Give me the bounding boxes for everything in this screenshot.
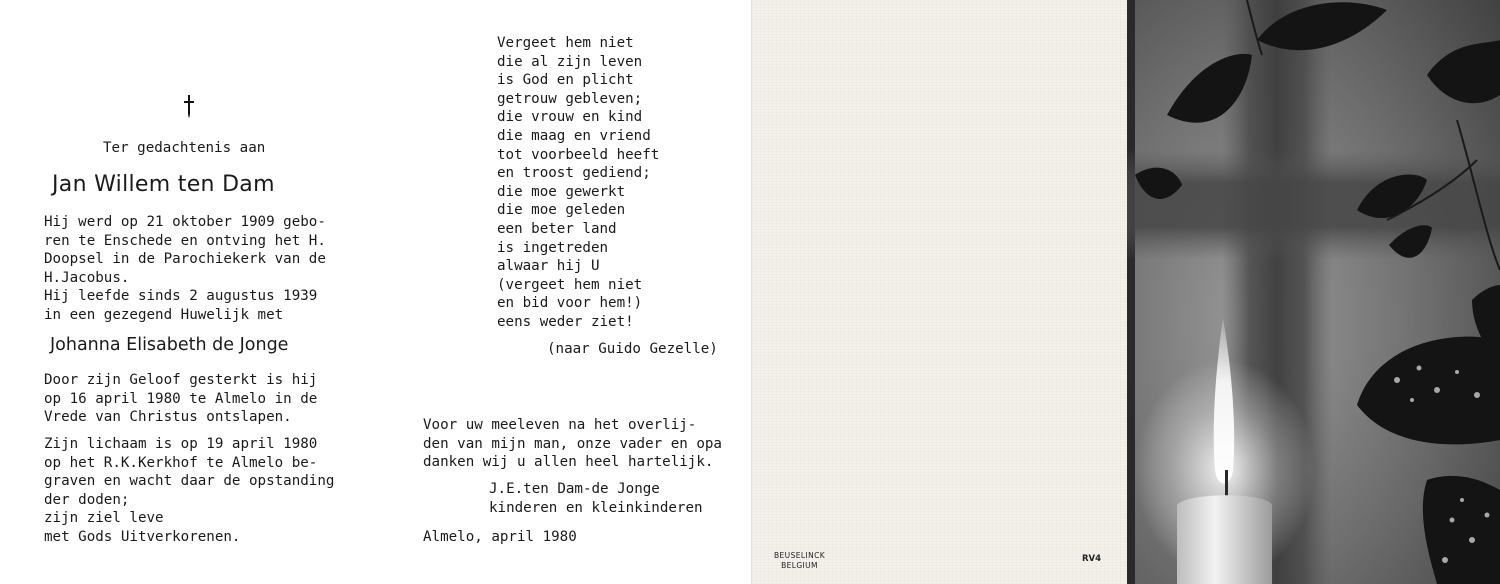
- middle-panel: [376, 0, 752, 584]
- left-panel: [0, 0, 376, 584]
- place-date: Almelo, april 1980: [423, 529, 577, 545]
- burial-text: Zijn lichaam is op 19 april 1980 op het R.K.Kerkhof te Almelo be- graven en wacht daar de opstanding der doden; zijn ziel leve met Gods Uitverkorenen.: [44, 436, 335, 545]
- poem-attribution: (naar Guido Gezelle): [547, 341, 718, 357]
- candle-photo: [1127, 0, 1500, 584]
- memorial-poem: Vergeet hem niet die al zijn leven is God en plicht getrouw gebleven; die vrouw en kind die maag en vriend tot voorbeeld heeft en troost gediend; die moe gewerkt die moe geleden een beter land is ingetreden alwaar hij U (vergeet hem niet en bid voor hem!) eens weder ziet!: [497, 35, 660, 330]
- thanks-text: Voor uw meeleven na het overlij- den van mijn man, onze vader en opa danken wij u allen heel hartelijk.: [423, 417, 722, 471]
- cross-icon: [183, 93, 195, 119]
- spouse-name: Johanna Elisabeth de Jonge: [50, 335, 289, 355]
- card-code: RV4: [1082, 554, 1102, 564]
- candle-photo-illustration: [1127, 0, 1500, 584]
- biography-text: Hij werd op 21 oktober 1909 gebo- ren te Enschede en ontving het H. Doopsel in de Parochiekerk van de H.Jacobus. Hij leefde sinds 2 augustus 1939 in een gezegend Huwelijk met: [44, 214, 326, 323]
- memorial-intro: Ter gedachtenis aan: [103, 140, 266, 156]
- card-inner-panel: [752, 0, 1127, 584]
- deceased-name: Jan Willem ten Dam: [52, 172, 275, 197]
- death-text: Door zijn Geloof gesterkt is hij op 16 april 1980 te Almelo in de Vrede van Christus ontslapen.: [44, 372, 318, 426]
- printer-mark: BEUSELINCK BELGIUM: [774, 551, 826, 570]
- family-signature: J.E.ten Dam-de Jonge kinderen en kleinkinderen: [489, 481, 703, 516]
